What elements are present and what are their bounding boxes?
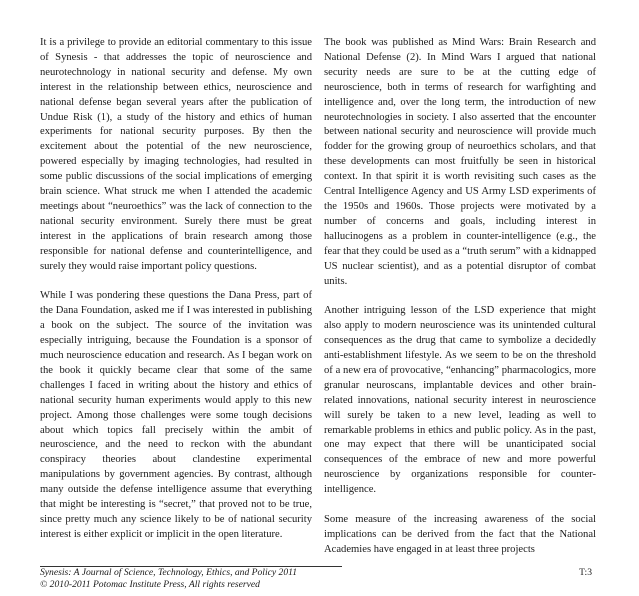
page-number: T:3	[579, 567, 592, 578]
copyright-notice: © 2010-2011 Potomac Institute Press, All rights reserved	[40, 579, 260, 590]
left-column	[40, 36, 312, 558]
right-paragraph-2: Another intriguing lesson of the LSD experience that might also apply to modern neuroscience was its unintended cultural consequences as the drug that came to symbolize a decidedly anti-establishment lifestyle. As we seem to be on the threshold of a new era of provocative, “enhancing” pharmacologics, more granular neuroscans, implantable devices and other brain-related innovations, national security interest in neuroscience will surely be taken to a new level, leading as well to remarkable problems in ethics and public policy. As in the past, one may expect that there will be unanticipated social consequences of the embrace of new and more powerful neuroscience by organizations responsible for counter-intelligence.	[324, 305, 596, 496]
journal-citation: Synesis: A Journal of Science, Technology, Ethics, and Policy 2011	[40, 567, 298, 578]
right-paragraph-3: Some measure of the increasing awareness of the social implications can be derived from the fact that the National Academies have engaged in at least three projects	[324, 513, 596, 555]
left-paragraph-2: While I was pondering these questions the Dana Press, part of the Dana Foundation, asked me if I was interested in publishing a book on the subject. The source of the invitation was especially intriguing, because the Foundation is a sponsor of much neuroscience education and research. As I began work on the book it quickly became clear that some of the same challenges I faced in writing about the history and ethics of national security human experiments would apply to this new project. Among those challenges were some tough decisions about which topics fall precisely within the ambit of neuroscience, and the need to reckon with the abundant conspiracy theories about clandestine experimental manipulations by government agencies. By contrast, although many outside the defense intelligence assume that everything that might be interesting is “secret,” that proved not to be true, since pretty much any science likely to be of national security interest is either explicit or implicit in the open literature.	[40, 290, 312, 540]
page-footer	[40, 567, 596, 591]
right-paragraph-1: The book was published as Mind Wars: Brain Research and National Defense (2). In Mind Wars I argued that national security needs are sure to be at the cutting edge of neuroscience, both in terms of research for warfighting and intelligence and, over the long term, the introduction of new neurotechnologies in society. I also asserted that the encounter between national security and neuroscience will provide much fodder for the growing group of neuroethics scholars, and that these developments can most fruitfully be seen in historical context. In that spirit it is worth revisiting such cases as the Central Intelligence Agency and US Army LSD experiments of the 1950s and 1960s. Those projects were motivated by a number of concerns and goals, including interest in hallucinogens as a problem in counter-intelligence (e.g., the fear that they could be used as a “truth serum” with a kidnapped US nuclear scientist), and as a potential disruptor of combat units.	[324, 37, 596, 287]
right-column	[324, 36, 596, 573]
left-paragraph-1: It is a privilege to provide an editorial commentary to this issue of Synesis - that addresses the topic of neuroscience and neurotechnology in national security and defense. My own interest in the relationship between ethics, neuroscience and national defense began several years after the publication of Undue Risk (1), a study of the history and ethics of human experiments for national security purposes. By then the excitement about the potential of the new neuroscience, powered especially by imaging technologies, had resulted in some public discussions of the social implications of emerging brain science. What struck me when I attended the academic meetings about “neuroethics” was the lack of connection to the national security environment. Surely there must be great interest in the applications of brain research among those responsible for national defense and counterintelligence, and surely they would raise important policy questions.	[40, 37, 312, 272]
